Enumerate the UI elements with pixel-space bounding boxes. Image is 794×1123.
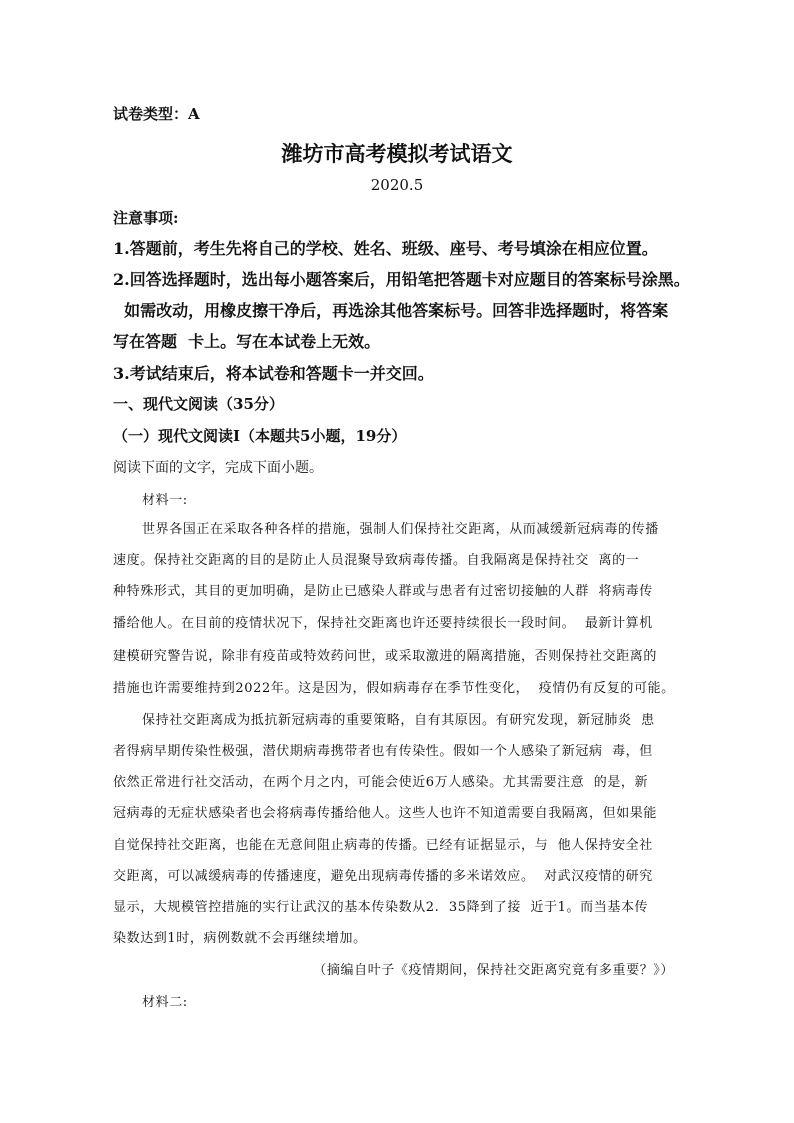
paragraph-line: 者得病早期传染性极强，潜伏期病毒携带者也有传染性。假如一个人感染了新冠病 毒，但 — [113, 744, 653, 759]
exam-type-label: 试卷类型：A — [113, 105, 200, 123]
material-label: 材料一: — [142, 493, 188, 508]
exam-date: 2020.5 — [370, 176, 424, 194]
section-subheading: （一）现代文阅读Ⅰ（本题共5小题，19分） — [113, 427, 407, 445]
paragraph-line: 依然正常进行社交活动，在两个月之内，可能会使近6万人感染。尤其需要注意 的是，新 — [113, 775, 649, 790]
note-item: 3.考试结束后，将本试卷和答题卡一并交回。 — [113, 364, 434, 383]
paragraph-line: 种特殊形式，其目的更加明确，是防止已感染人群或与患者有过密切接触的人群 将病毒传 — [113, 584, 653, 599]
paragraph-line: 自觉保持社交距离，也能在无意间阻止病毒的传播。已经有证据显示，与 他人保持安全社 — [113, 838, 653, 853]
paragraph-line: 染数达到1时，病例数就不会再继续增加。 — [113, 931, 367, 946]
paragraph-line: 冠病毒的无症状感染者也会将病毒传播给他人。这些人也许不知道需要自我隔离，但如果能 — [113, 806, 658, 821]
paragraph-line: 保持社交距离成为抵抗新冠病毒的重要策略，自有其原因。有研究发现，新冠肺炎 患 — [142, 713, 655, 728]
note-item: 2.回答选择题时，选出每小题答案后，用铅笔把答题卡对应题目的答案标号涂黑。 — [113, 270, 690, 289]
paragraph-line: 世界各国正在采取各种各样的措施，强制人们保持社交距离，从而减缓新冠病毒的传播 — [142, 522, 659, 537]
notes-heading: 注意事项: — [113, 209, 179, 227]
source-citation: （摘编自叶子《疫情期间，保持社交距离究竟有多重要？》） — [313, 963, 674, 978]
paragraph-line: 交距离，可以减缓病毒的传播速度，避免出现病毒传播的多米诺效应。 对武汉疫情的研究 — [113, 869, 653, 884]
paragraph-line: 速度。保持社交距离的目的是防止人员混聚导致病毒传播。自我隔离是保持社交 离的一 — [113, 553, 640, 568]
section-instruction: 阅读下面的文字，完成下面小题。 — [113, 460, 323, 476]
note-item: 如需改动，用橡皮擦干净后，再选涂其他答案标号。回答非选择题时，将答案 — [113, 301, 669, 320]
material-label: 材料二: — [142, 995, 188, 1010]
paragraph-line: 播给他人。在目前的疫情状况下，保持社交距离也许还要持续很长一段时间。 最新计算机 — [113, 616, 653, 631]
paragraph-line: 措施也许需要维持到2022年。这是因为，假如病毒存在季节性变化， 疫情仍有反复的可能。 — [113, 681, 675, 696]
document-title: 潍坊市高考模拟考试语文 — [281, 141, 513, 166]
paragraph-line: 建模研究警告说，除非有疫苗或特效药问世，或采取激进的隔离措施，否则保持社交距离的 — [113, 649, 658, 664]
note-item: 写在答题 卡上。写在本试卷上无效。 — [113, 332, 381, 351]
section-heading: 一、现代文阅读（35分） — [113, 395, 284, 413]
paragraph-line: 显示，大规模管控措施的实行让武汉的基本传染数从2. 35降到了接 近于1。而当基本传 — [113, 900, 649, 915]
note-item: 1.答题前，考生先将自己的学校、姓名、班级、座号、考号填涂在相应位置。 — [113, 239, 658, 258]
